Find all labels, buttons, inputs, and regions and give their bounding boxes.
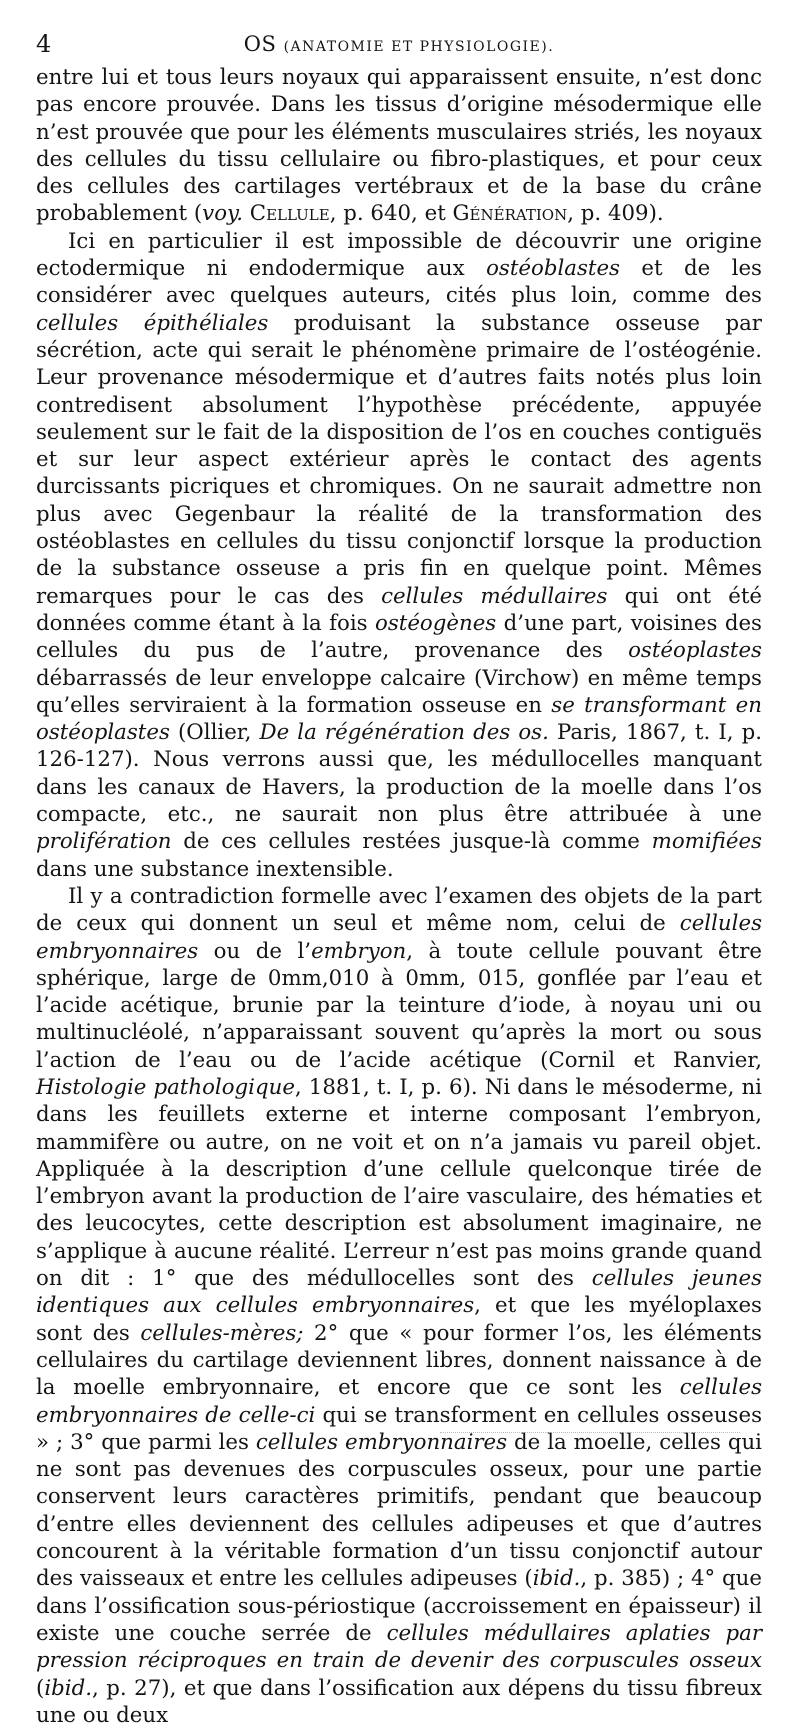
italic-run: cellules-mères; <box>140 1320 304 1346</box>
italic-run: cellules médullaires aplaties par pression réciproques en train de devenir des corpuscules osseux <box>36 1620 763 1674</box>
page-number: 4 <box>36 30 52 58</box>
text-run: produisant la substance osseuse par sécrétion, acte qui serait le phénomène primaire de l’ostéogénie. Leur provenance mésodermique et d’autres faits notés plus loin contredisent absolument l’hypothèse précédente, appuyée seulement sur le fait de la disposition de l’os en couches contiguës et sur leur aspect extérieur après le contact des agents durcissants picriques et chromiques. On ne saurait admettre non plus avec Gegenbaur la réalité de la transformation des ostéoblastes en cellules du tissu conjonctif lorsque la production de la substance osseuse a pris fin en quelque point. Mêmes remarques pour le cas des <box>36 310 762 609</box>
italic-run: cellules embryonnaires de celle-ci <box>36 1375 762 1428</box>
text-run: de la moelle, celles qui ne sont pas devenues des corpuscules osseux, pour une partie conservent leurs caractères primitifs, pendant que beaucoup d’entre elles deviennent des cellules adipeuses et que d’autres concourent à la véritable formation d’un tissu conjonctif autour des vaisseaux et entre les cellules adipeuses ( <box>36 1429 762 1592</box>
text-run: d’une part, voisines des cellules du pus de l’autre, provenance des <box>36 610 762 664</box>
small-caps-run: Génération <box>452 201 568 227</box>
text-run: , p. 640, et <box>329 201 453 227</box>
paragraph-3 <box>36 883 762 1729</box>
italic-run: embryon <box>311 938 407 964</box>
italic-run: cellules jeunes identiques aux cellules embryonnaires <box>36 1266 762 1319</box>
text-run: de ces cellules restées jusque-là comme <box>171 829 652 855</box>
text-run: qui ont été données comme étant à la fois <box>36 583 762 636</box>
italic-run: De la régénération des os. <box>259 720 549 746</box>
text-run: (Ollier, <box>169 720 260 746</box>
running-title <box>36 30 762 61</box>
italic-run: cellules embryonnaires <box>36 911 762 964</box>
paragraph-2 <box>36 228 762 883</box>
italic-run: momifiées <box>651 829 762 855</box>
italic-run: ibid. <box>532 1566 581 1592</box>
text-run: , p. 385) ; 4° que dans l’ossification sous-périostique (accroissement en épaisseur) il existe une couche serrée de <box>36 1566 762 1646</box>
text-run: ou de l’ <box>198 938 312 964</box>
footer-dotted-rule <box>440 1432 740 1433</box>
body-text <box>36 64 762 1729</box>
italic-run: cellules médullaires <box>381 583 608 609</box>
italic-run: ostéoplastes <box>628 638 762 664</box>
text-run: , p. 409). <box>567 201 664 227</box>
text-run: entre lui et tous leurs noyaux qui apparaissent ensuite, n’est donc pas encore prouvée. Dans les tissus d’origine mésodermique elle n’est prouvée que pour les éléments musculaires striés, les noyaux des cellules du tissu cellulaire ou fibro-plastiques, et pour ceux des cellules des cartilages vertébraux et de la base du crâne probablement ( <box>36 65 762 227</box>
text-run: 2° que « pour former l’os, les éléments cellulaires du cartilage deviennent libres, donnent naissance à de la moelle embryonnaire, et encore que ce sont les <box>36 1320 762 1401</box>
text-run: qui se transforment en cellules osseuses » ; 3° que parmi les <box>36 1402 762 1455</box>
italic-run: ibid. <box>44 1675 92 1701</box>
text-run: , et que les myéloplaxes sont des <box>36 1293 762 1346</box>
italic-run: Histologie pathologique <box>36 1074 295 1100</box>
text-run: , 1881, t. I, p. 6). Ni dans le mésoderme, ni dans les feuillets externe et interne composant l’embryon, mammifère ou autre, on ne voit et on n’a jamais vu pareil objet. Appliquée à la description d’une cellule quelconque tirée de l’embryon avant la production de l’aire vasculaire, des hématies et des leucocytes, cette description est absolument imaginaire, ne s’applique à aucune réalité. L’erreur n’est pas moins grande quand on dit : 1° que des médullocelles sont des <box>36 1074 762 1292</box>
text-run: , p. 27), et que dans l’ossification aux dépens du tissu fibreux une ou deux <box>36 1675 762 1728</box>
running-head <box>36 30 762 58</box>
running-title-subtitle: (ANATOMIE ET PHYSIOLOGIE). <box>283 39 555 55</box>
paragraph-1 <box>36 64 762 228</box>
text-run: dans une substance inextensible. <box>36 856 394 882</box>
italic-run: cellules épithéliales <box>36 310 269 336</box>
text-run: , à toute cellule pouvant être sphérique, large de 0mm,010 à 0mm, 015, gonflée par l’eau et l’acide acétique, brunie par la teinture d’iode, à noyau uni ou multinucléolé, n’apparaissant souvent qu’après la mort ou sous l’action de l’eau ou de l’acide acétique (Cornil et Ranvier, <box>36 938 762 1073</box>
running-title-main: OS <box>243 32 277 56</box>
text-run: et de les considérer avec quelques auteurs, cités plus loin, comme des <box>36 256 762 309</box>
text-run: Ici en particulier il est impossible de découvrir une origine ectodermique ni endodermique aux <box>36 228 762 282</box>
italic-run: prolifération <box>36 829 172 855</box>
text-run: Il y a contradiction formelle avec l’examen des objets de la part de ceux qui donnent un seul et même nom, celui de <box>36 883 762 937</box>
italic-run: ostéoblastes <box>486 256 620 282</box>
italic-run: voy. <box>202 201 243 227</box>
text-run: débarrassés de leur enveloppe calcaire (Virchow) en même temps qu’elles serviraient à la formation osseuse en <box>36 665 762 718</box>
italic-run: ostéogènes <box>375 610 497 636</box>
italic-run: cellules embryonnaires <box>255 1429 508 1455</box>
small-caps-run: Cellule <box>249 201 330 227</box>
text-run: Paris, 1867, t. I, p. 126-127). Nous verrons aussi que, les médullocelles manquant dans les canaux de Havers, la production de la moelle dans l’os compacte, etc., ne saurait non plus être attribuée à une <box>36 720 762 828</box>
italic-run: se transformant en ostéoplastes <box>36 692 762 746</box>
text-run: ( <box>36 1675 45 1701</box>
